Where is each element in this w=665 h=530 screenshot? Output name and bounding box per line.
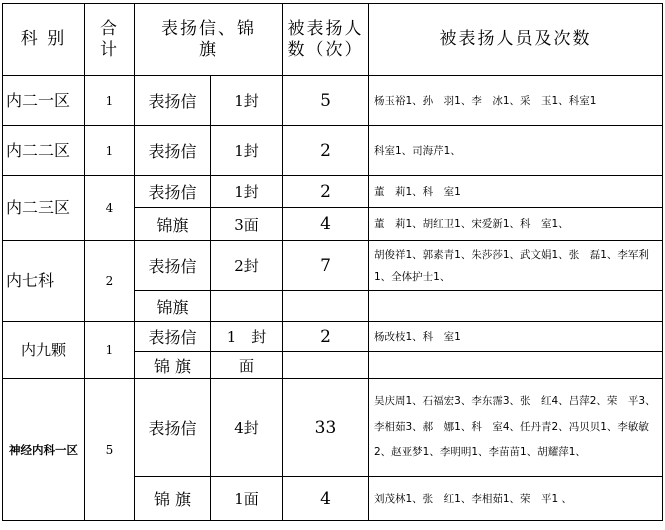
header-row [3, 4, 663, 76]
department-cell: 内七科 [3, 241, 85, 322]
qty-cell: 2封 [211, 241, 283, 291]
table-row [3, 176, 663, 208]
qty-cell: 1封 [211, 76, 283, 126]
type-cell: 锦 旗 [135, 352, 211, 379]
total-cell: 5 [85, 379, 135, 521]
qty-cell: 1面 [211, 477, 283, 521]
total-cell: 1 [85, 322, 135, 379]
table-row [3, 379, 663, 477]
count-cell [283, 291, 369, 322]
header-commendation-type: 表扬信、锦旗 [135, 4, 283, 76]
type-cell: 表扬信 [135, 126, 211, 176]
type-cell: 锦旗 [135, 208, 211, 241]
count-cell: 2 [283, 322, 369, 352]
table-row [3, 126, 663, 176]
count-cell: 2 [283, 126, 369, 176]
count-cell: 33 [283, 379, 369, 477]
type-cell: 表扬信 [135, 322, 211, 352]
commendation-table [2, 3, 663, 521]
type-cell: 表扬信 [135, 176, 211, 208]
type-cell: 表扬信 [135, 76, 211, 126]
table-row [3, 76, 663, 126]
people-cell: 杨玉裕1、孙 羽1、李 冰1、采 玉1、科室1 [369, 76, 663, 126]
qty-cell: 4封 [211, 379, 283, 477]
header-department: 科 别 [3, 4, 85, 76]
department-cell: 神经内科一区 [3, 379, 85, 521]
department-cell: 内九颗 [3, 322, 85, 379]
total-cell: 2 [85, 241, 135, 322]
department-cell: 内二三区 [3, 176, 85, 241]
count-cell: 4 [283, 477, 369, 521]
people-cell: 董 莉1、胡红卫1、宋爱新1、科 室1、 [369, 208, 663, 241]
people-cell: 杨改枝1、科 室1 [369, 322, 663, 352]
people-cell: 刘茂林1、张 红1、李相茹1、荣 平1 、 [369, 477, 663, 521]
count-cell: 7 [283, 241, 369, 291]
qty-cell: 1 封 [211, 322, 283, 352]
qty-cell: 1封 [211, 176, 283, 208]
qty-cell: 面 [211, 352, 283, 379]
count-cell: 4 [283, 208, 369, 241]
people-cell [369, 291, 663, 322]
qty-cell: 1封 [211, 126, 283, 176]
count-cell: 2 [283, 176, 369, 208]
header-total: 合计 [85, 4, 135, 76]
type-cell: 锦 旗 [135, 477, 211, 521]
people-cell: 胡俊祥1、郭素青1、朱莎莎1、武文娟1、张 磊1、李军利1、全体护士1、 [369, 241, 663, 291]
department-cell: 内二一区 [3, 76, 85, 126]
people-cell: 董 莉1、科 室1 [369, 176, 663, 208]
type-cell: 锦旗 [135, 291, 211, 322]
total-cell: 1 [85, 76, 135, 126]
header-count: 被表扬人数（次） [283, 4, 369, 76]
people-cell: 吴庆周1、石福宏3、李东霈3、张 红4、吕萍2、荣 平3、李相茹3、郝 娜1、科 室4、任丹青2、冯贝贝1、李敏敏2、赵亚梦1、李明明1、李苗苗1、胡耀萍1、 [369, 379, 663, 477]
type-cell: 表扬信 [135, 241, 211, 291]
count-cell [283, 352, 369, 379]
department-cell: 内二二区 [3, 126, 85, 176]
header-people: 被表扬人员及次数 [369, 4, 663, 76]
total-cell: 1 [85, 126, 135, 176]
type-cell: 表扬信 [135, 379, 211, 477]
table-row [3, 241, 663, 291]
qty-cell: 3面 [211, 208, 283, 241]
people-cell: 科室1、司海芹1、 [369, 126, 663, 176]
table-row [3, 322, 663, 352]
total-cell: 4 [85, 176, 135, 241]
qty-cell [211, 291, 283, 322]
people-cell [369, 352, 663, 379]
count-cell: 5 [283, 76, 369, 126]
